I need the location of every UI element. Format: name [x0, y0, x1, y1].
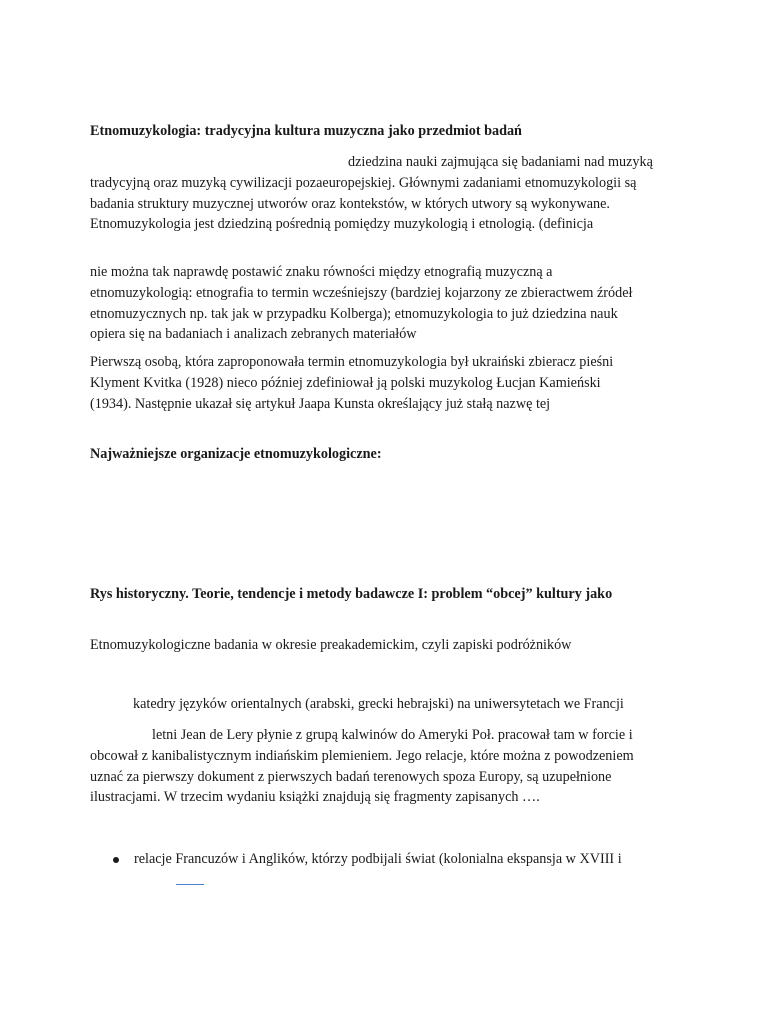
paragraph-line: badania struktury muzycznej utworów oraz kontekstów, w których utwory są wykonywane. — [90, 195, 610, 212]
paragraph-line: Klyment Kvitka (1928) nieco później zdefiniował ją polski muzykolog Łucjan Kamieński — [90, 374, 601, 391]
paragraph-definition — [90, 152, 690, 235]
heading-text: Najważniejsze organizacje etnomuzykologiczne: — [90, 446, 382, 462]
heading-text: Rys historyczny. Teorie, tendencje i metody badawcze I: problem “obcej” kultury jako — [90, 586, 613, 602]
paragraph-line: ilustracjami. W trzecim wydaniu książki znajdują się fragmenty zapisanych …. — [90, 789, 540, 806]
paragraph-jean-de-lery — [90, 725, 690, 808]
paragraph-line: etnomuzykologią: etnografia to termin wcześniejszy (bardziej kojarzony ze zbieractwem źródeł — [90, 284, 633, 301]
paragraph-line: obcował z kanibalistycznym indiańskim plemieniem. Jego relacje, które można z powodzeniem — [90, 747, 634, 764]
paragraph-line: etnomuzycznych np. tak jak w przypadku Kolberga); etnomuzykologia to już dziedzina nauk — [90, 305, 618, 322]
paragraph-oriental-chairs — [133, 694, 733, 715]
paragraph-line: nie można tak naprawdę postawić znaku równości między etnografią muzyczną a — [90, 264, 553, 280]
bullet-item-text: relacje Francuzów i Anglików, którzy podbijali świat (kolonialna ekspansja w XVIII i — [134, 851, 622, 867]
hyperlink-underline[interactable] — [176, 884, 204, 885]
paragraph-line: tradycyjną oraz muzyką cywilizacji pozaeuropejskiej. Głównymi zadaniami etnomuzykologii są — [90, 174, 637, 191]
paragraph-line: opiera się na badaniach i analizach zebranych materiałów — [90, 326, 417, 343]
paragraph-line: katedry języków orientalnych (arabski, grecki hebrajski) na uniwersytetach we Francji — [133, 696, 624, 712]
paragraph-preacademic — [90, 635, 690, 656]
paragraph-line: dziedzina nauki zajmująca się badaniami nad muzyką — [348, 154, 653, 170]
paragraph-line: Etnomuzykologiczne badania w okresie preakademickim, czyli zapiski podróżników — [90, 637, 572, 653]
section-heading-organizations — [90, 444, 690, 465]
paragraph-line: letni Jean de Lery płynie z grupą kalwinów do Ameryki Poł. pracował tam w forcie i — [152, 727, 633, 743]
paragraph-term-history — [90, 352, 690, 414]
section-heading-history — [90, 584, 690, 605]
bullet-item — [134, 849, 734, 870]
heading-text: Etnomuzykologia: tradycyjna kultura muzyczna jako przedmiot badań — [90, 123, 522, 139]
paragraph-line: Pierwszą osobą, która zaproponowała termin etnomuzykologia był ukraiński zbieracz pieśni — [90, 354, 614, 370]
paragraph-ethnography-comparison — [90, 262, 690, 345]
paragraph-line: Etnomuzykologia jest dziedziną pośrednią pomiędzy muzykologią i etnologią. (definicja — [90, 216, 594, 233]
section-heading-etnomuzykologia — [90, 121, 690, 142]
bullet-icon — [113, 857, 119, 863]
paragraph-line: (1934). Następnie ukazał się artykuł Jaapa Kunsta określający już stałą nazwę tej — [90, 395, 551, 412]
paragraph-line: uznać za pierwszy dokument z pierwszych badań terenowych spoza Europy, są uzupełnione — [90, 768, 612, 785]
